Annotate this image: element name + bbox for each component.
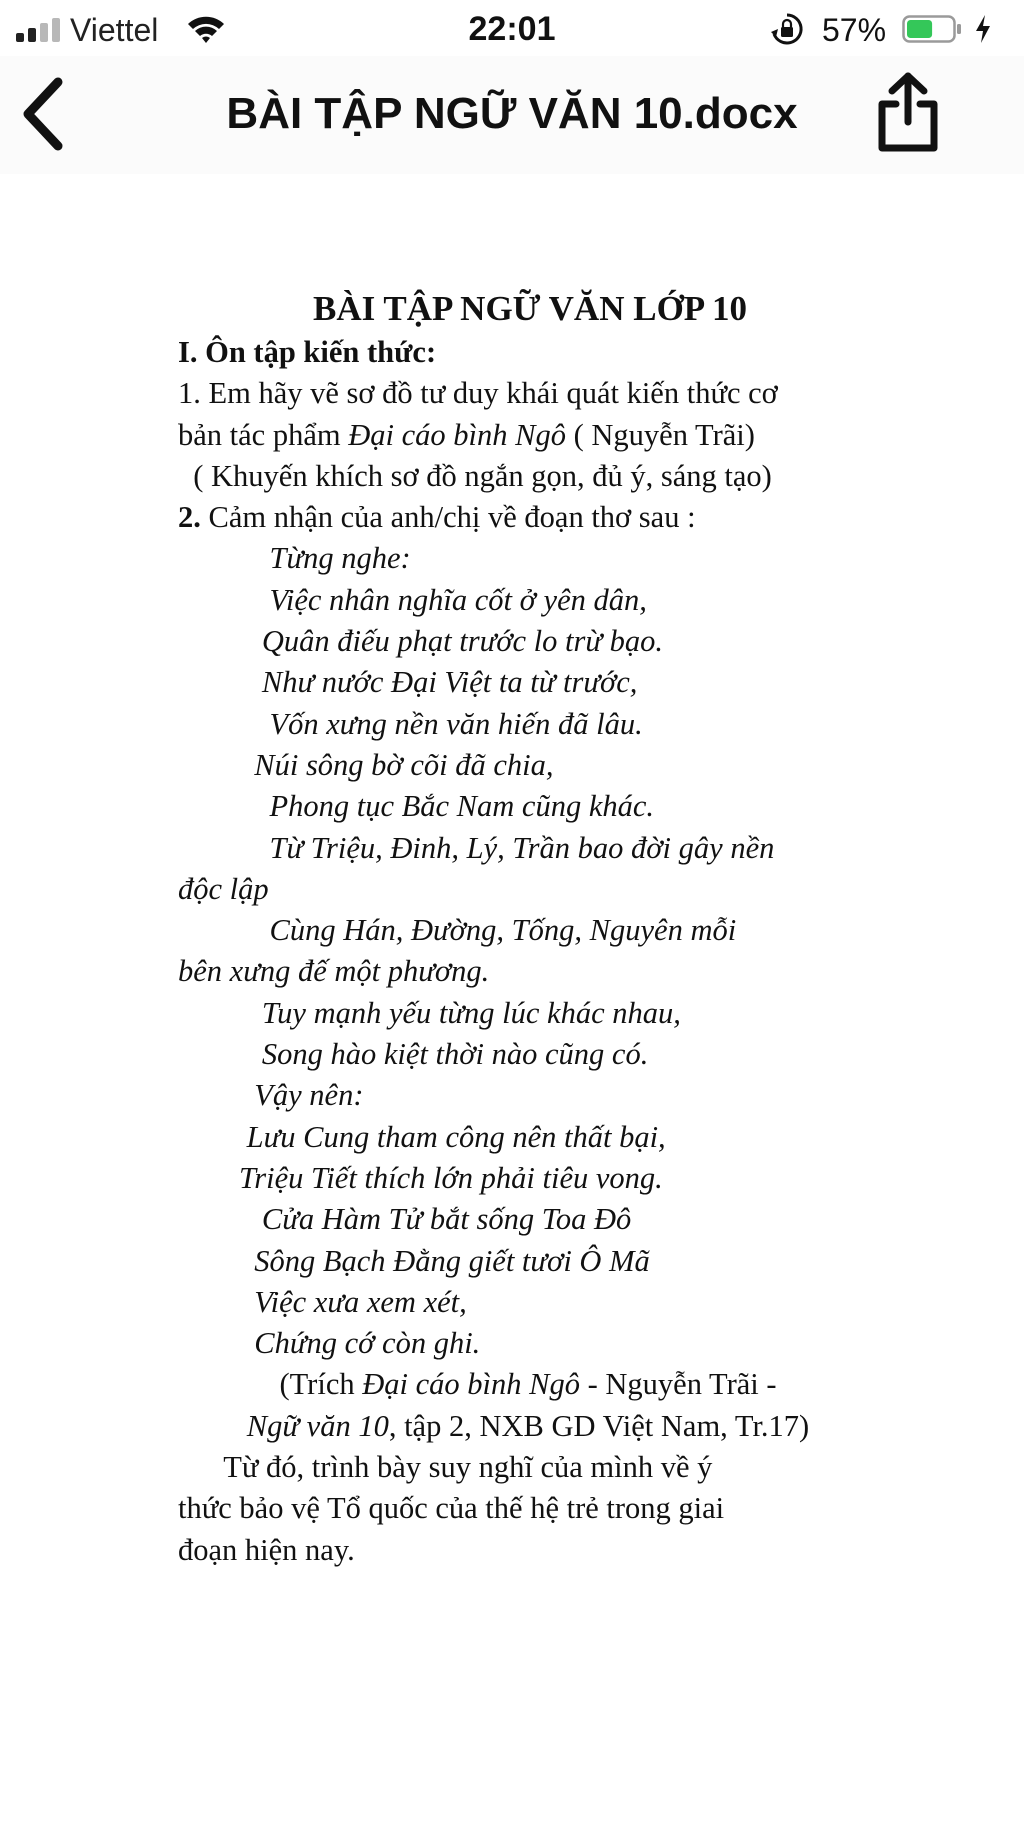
poem-line: bên xưng đế một phương. <box>178 954 490 989</box>
poem-line: Lưu Cung tham công nên thất bại, <box>178 1119 666 1154</box>
task-line: thức bảo vệ Tổ quốc của thế hệ trẻ trong giai <box>178 1491 725 1526</box>
text-run: bản tác phẩm <box>178 417 349 452</box>
poem-line: Từ Triệu, Đinh, Lý, Trần bao đời gây nền <box>178 830 775 865</box>
task-line: Từ đó, trình bày suy nghĩ của mình về ý <box>178 1450 713 1485</box>
work-title: Đại cáo bình Ngô <box>362 1367 580 1402</box>
navigation-bar <box>0 56 1024 174</box>
question-1-note: ( Khuyến khích sơ đồ ngắn gọn, đủ ý, sáng tạo) <box>178 458 772 493</box>
poem-line: Triệu Tiết thích lớn phải tiêu vong. <box>178 1160 663 1195</box>
citation-line <box>178 1364 878 1405</box>
poem-line: Phong tục Bắc Nam cũng khác. <box>178 789 655 824</box>
text-run: , tập 2, NXB GD Việt Nam, Tr.17) <box>388 1408 810 1443</box>
text-run: ( Nguyễn Trãi) <box>565 417 755 452</box>
poem-line: Vốn xưng nền văn hiến đã lâu. <box>178 706 643 741</box>
question-number: 2. <box>178 500 201 535</box>
poem-line: Núi sông bờ cõi đã chia, <box>178 747 554 782</box>
battery-percentage: 57% <box>822 12 887 48</box>
poem-line: Cùng Hán, Đường, Tống, Nguyên mỗi <box>178 913 737 948</box>
section-heading: I. Ôn tập kiến thức: <box>178 335 437 369</box>
text-run: - Nguyễn Trãi - <box>579 1367 777 1402</box>
poem-line: Việc nhân nghĩa cốt ở yên dân, <box>178 582 647 617</box>
poem <box>178 538 878 1364</box>
work-title: Đại cáo bình Ngô <box>348 417 566 452</box>
poem-line: Sông Bạch Đằng giết tươi Ô Mã <box>178 1243 650 1278</box>
question-text: Cảm nhận của anh/chị về đoạn thơ sau : <box>200 500 696 535</box>
back-button[interactable] <box>14 76 74 152</box>
chevron-left-icon <box>28 82 58 146</box>
poem-line: Việc xưa xem xét, <box>178 1284 467 1319</box>
document-content <box>178 286 878 1571</box>
task-line: đoạn hiện nay. <box>178 1532 355 1567</box>
status-bar <box>0 0 1024 56</box>
poem-line: độc lập <box>178 871 269 906</box>
poem-line: Tuy mạnh yếu từng lúc khác nhau, <box>178 995 681 1030</box>
poem-line: Song hào kiệt thời nào cũng có. <box>178 1037 649 1072</box>
poem-line: Vậy nên: <box>178 1078 364 1113</box>
status-time: 22:01 <box>468 10 556 48</box>
question-2-line <box>178 497 878 538</box>
poem-line: Quân điếu phạt trước lo trừ bạo. <box>178 624 664 659</box>
citation-line <box>178 1406 878 1447</box>
poem-line: Chứng cớ còn ghi. <box>178 1326 481 1361</box>
book-title: Ngữ văn 10 <box>246 1408 389 1443</box>
poem-line: Cửa Hàm Tử bắt sống Toa Đô <box>178 1202 632 1237</box>
question-1-line <box>178 415 878 456</box>
question-1-line: 1. Em hãy vẽ sơ đồ tư duy khái quát kiến thức cơ <box>178 376 778 411</box>
charging-bolt-icon <box>974 14 992 44</box>
carrier-name: Viettel <box>70 12 159 48</box>
doc-heading: BÀI TẬP NGỮ VĂN LỚP 10 <box>313 289 747 328</box>
text-run: (Trích <box>279 1367 363 1402</box>
share-button[interactable] <box>872 70 944 154</box>
poem-line: Từng nghe: <box>178 541 411 576</box>
document-title: BÀI TẬP NGỮ VĂN 10.docx <box>226 89 798 138</box>
battery-icon <box>902 15 962 43</box>
poem-line: Như nước Đại Việt ta từ trước, <box>178 665 638 700</box>
share-icon <box>882 76 934 148</box>
rotation-lock-icon <box>770 12 804 46</box>
